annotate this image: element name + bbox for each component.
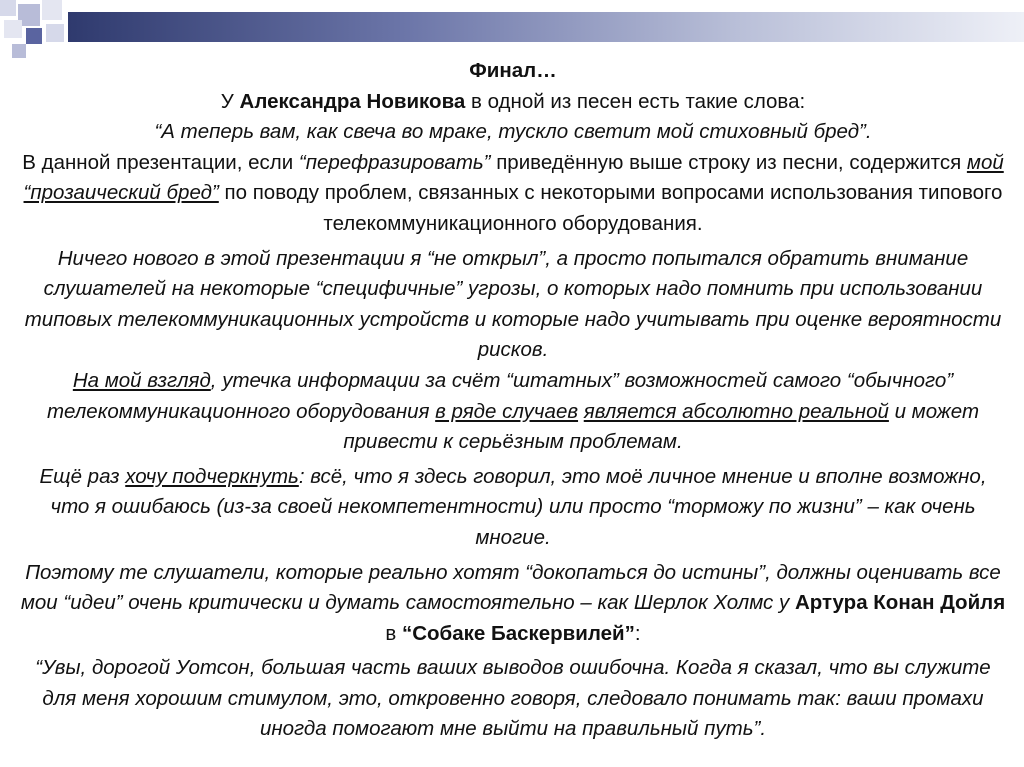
- paragraph-context: В данной презентации, если “перефразировать” приведённую выше строку из песни, содержится мой “прозаический бред” по поводу проблем, связанных с некоторыми вопросами использования типового телекоммуникационного оборудования.: [22, 150, 1004, 235]
- decor-square: [26, 28, 42, 44]
- paragraph-listeners: Поэтому те слушатели, которые реально хотят “докопаться до истины”, должны оценивать все мои “идеи” очень критически и думать самостоятельно – как Шерлок Холмс у Артура Конан Дойля в “Собаке Баскервилей”:: [20, 560, 1006, 645]
- paragraph-opinion: На мой взгляд, утечка информации за счёт “штатных” возможностей самого “обычного” телекоммуникационного оборудования в ряде случаев является абсолютно реальной и может привести к серьёзным проблемам.: [46, 368, 980, 454]
- slide-title: Финал…: [469, 59, 557, 82]
- paragraph-intro: У Александра Новикова в одной из песен есть такие слова:: [220, 89, 806, 113]
- holmes-quote: “Увы, дорогой Уотсон, большая часть ваших выводов ошибочна. Когда я сказал, что вы служите для меня хорошим стимулом, это, откровенно говоря, следовало понимать так: ваши промахи иногда помогают мне выйти на правильный путь”.: [35, 656, 991, 741]
- slide-body: [18, 56, 1008, 745]
- paragraph-nothing-new: Ничего нового в этой презентации я “не открыл”, а просто попытался обратить внимание слушателей на некоторые “специфичные” угрозы, о которых надо помнить при использовании типовых телекоммуникационных устройств и которые надо учитывать при оценке вероятности рисков.: [24, 246, 1002, 362]
- gradient-header-bar: [68, 12, 1024, 42]
- slide-decoration: [0, 0, 1024, 60]
- decor-square: [0, 0, 16, 16]
- decor-square: [4, 20, 22, 38]
- song-quote: “А теперь вам, как свеча во мраке, тускло светит мой стиховный бред”.: [154, 120, 872, 144]
- paragraph-disclaimer: Ещё раз хочу подчеркнуть: всё, что я здесь говорил, это моё личное мнение и вполне возможно, что я ошибаюсь (из-за своей некомпетентности) или просто “торможу по жизни” – как очень многие.: [39, 464, 987, 549]
- decor-square: [42, 0, 62, 20]
- decor-square: [46, 24, 64, 42]
